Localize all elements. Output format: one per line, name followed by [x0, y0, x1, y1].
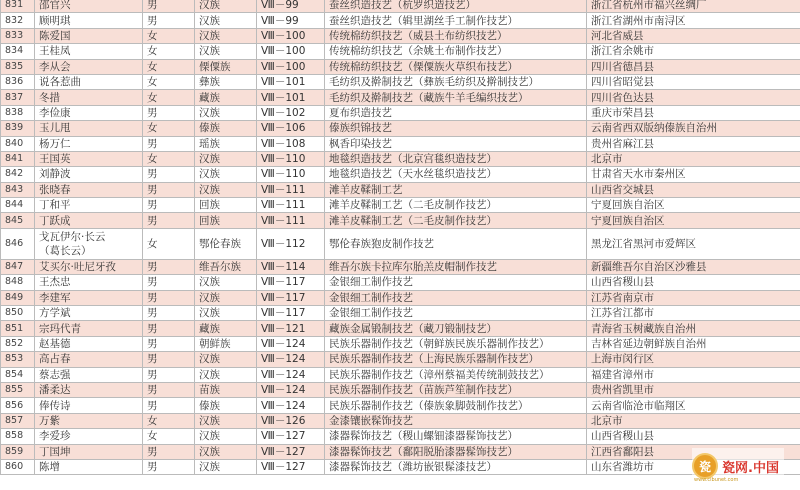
cell-name: 俸传诗	[35, 398, 143, 413]
cell-project: 传统棉纺织技艺（余姚土布制作技艺）	[325, 44, 587, 59]
cell-category: Ⅷ－101	[257, 90, 325, 105]
cell-number: 837	[1, 90, 35, 105]
cell-ethnicity: 汉族	[195, 167, 257, 182]
cell-project: 地毯织造技艺（北京宫毯织造技艺）	[325, 151, 587, 166]
cell-sex: 男	[143, 352, 195, 367]
cell-region: 宁夏回族自治区	[587, 213, 800, 228]
cell-name: 李建军	[35, 290, 143, 305]
cell-number: 845	[1, 213, 35, 228]
cell-project: 傣族织锦技艺	[325, 121, 587, 136]
cell-category: Ⅷ－111	[257, 182, 325, 197]
cell-region: 山东省潍坊市	[587, 459, 800, 474]
cell-sex: 女	[143, 228, 195, 259]
cell-sex: 女	[143, 44, 195, 59]
cell-name: 顾明琪	[35, 13, 143, 28]
cell-ethnicity: 维吾尔族	[195, 259, 257, 274]
cell-ethnicity: 汉族	[195, 275, 257, 290]
table-row	[1, 413, 800, 428]
cell-ethnicity: 汉族	[195, 413, 257, 428]
cell-name: 李俭康	[35, 105, 143, 120]
cell-region: 云南省西双版纳傣族自治州	[587, 121, 800, 136]
cell-category: Ⅷ－126	[257, 413, 325, 428]
cell-number: 858	[1, 429, 35, 444]
cell-region: 山西省稷山县	[587, 275, 800, 290]
table-row	[1, 28, 800, 43]
cell-category: Ⅷ－110	[257, 151, 325, 166]
cell-sex: 男	[143, 259, 195, 274]
cell-region: 甘肃省天水市秦州区	[587, 167, 800, 182]
cell-name: 高占春	[35, 352, 143, 367]
cell-sex: 男	[143, 459, 195, 474]
cell-number: 847	[1, 259, 35, 274]
cell-sex: 女	[143, 74, 195, 89]
cell-sex: 男	[143, 367, 195, 382]
cell-number: 839	[1, 121, 35, 136]
cell-project: 滩羊皮鞣制工艺	[325, 182, 587, 197]
cell-name: 丁国坤	[35, 444, 143, 459]
cell-project: 金漆镶嵌髹饰技艺	[325, 413, 587, 428]
cell-region: 江西省鄱阳县	[587, 444, 800, 459]
cell-category: Ⅷ－114	[257, 259, 325, 274]
cell-name: 方学斌	[35, 306, 143, 321]
cell-ethnicity: 汉族	[195, 13, 257, 28]
table-row	[1, 213, 800, 228]
cell-region: 福建省漳州市	[587, 367, 800, 382]
table-row	[1, 44, 800, 59]
cell-sex: 男	[143, 306, 195, 321]
cell-region: 新疆维吾尔自治区沙雅县	[587, 259, 800, 274]
cell-project: 夏布织造技艺	[325, 105, 587, 120]
cell-sex: 男	[143, 336, 195, 351]
cell-sex: 男	[143, 182, 195, 197]
cell-ethnicity: 汉族	[195, 429, 257, 444]
table-row	[1, 444, 800, 459]
cell-number: 831	[1, 0, 35, 13]
cell-region: 四川省色达县	[587, 90, 800, 105]
cell-name: 丁和平	[35, 198, 143, 213]
cell-ethnicity: 藏族	[195, 90, 257, 105]
cell-category: Ⅷ－124	[257, 367, 325, 382]
table-row	[1, 275, 800, 290]
cell-sex: 女	[143, 121, 195, 136]
cell-project: 金银细工制作技艺	[325, 306, 587, 321]
table-row	[1, 352, 800, 367]
table-row	[1, 336, 800, 351]
cell-number: 844	[1, 198, 35, 213]
cell-ethnicity: 朝鲜族	[195, 336, 257, 351]
cell-region: 上海市闵行区	[587, 352, 800, 367]
cell-project: 传统棉纺织技艺（威县土布纺织技艺）	[325, 28, 587, 43]
cell-sex: 男	[143, 321, 195, 336]
cell-category: Ⅷ－117	[257, 306, 325, 321]
cell-region: 四川省昭觉县	[587, 74, 800, 89]
cell-project: 民族乐器制作技艺（朝鲜族民族乐器制作技艺）	[325, 336, 587, 351]
cell-category: Ⅷ－124	[257, 336, 325, 351]
cell-project: 藏族金属锻制技艺（藏刀锻制技艺）	[325, 321, 587, 336]
cell-region: 山西省交城县	[587, 182, 800, 197]
cell-ethnicity: 汉族	[195, 352, 257, 367]
cell-project: 地毯织造技艺（天水丝毯织造技艺）	[325, 167, 587, 182]
cell-name-line1: 戈瓦伊尔·长云	[39, 230, 106, 243]
cell-project: 传统棉纺织技艺（傈僳族火草织布技艺）	[325, 59, 587, 74]
cell-name: 宗玛代青	[35, 321, 143, 336]
cell-region: 云南省临沧市临翔区	[587, 398, 800, 413]
cell-category: Ⅷ－117	[257, 290, 325, 305]
cell-name: 赵基德	[35, 336, 143, 351]
cell-name: 王国英	[35, 151, 143, 166]
cell-category: Ⅷ－100	[257, 44, 325, 59]
cell-project: 鄂伦春族狍皮制作技艺	[325, 228, 587, 259]
cell-sex: 男	[143, 290, 195, 305]
cell-category: Ⅷ－99	[257, 0, 325, 13]
cell-project: 漆器髹饰技艺（稷山螺钿漆器髹饰技艺）	[325, 429, 587, 444]
cell-number: 846	[1, 228, 35, 259]
cell-category: Ⅷ－124	[257, 352, 325, 367]
cell-name: 万紫	[35, 413, 143, 428]
cell-category: Ⅷ－127	[257, 459, 325, 474]
cell-ethnicity: 回族	[195, 198, 257, 213]
cell-ethnicity: 汉族	[195, 306, 257, 321]
cell-name: 邵官兴	[35, 0, 143, 13]
cell-ethnicity: 汉族	[195, 44, 257, 59]
cell-number: 851	[1, 321, 35, 336]
cell-sex: 男	[143, 198, 195, 213]
cell-ethnicity: 藏族	[195, 321, 257, 336]
cell-name: 陈增	[35, 459, 143, 474]
cell-region: 山西省稷山县	[587, 429, 800, 444]
cell-sex: 男	[143, 398, 195, 413]
cell-number: 850	[1, 306, 35, 321]
cell-category: Ⅷ－121	[257, 321, 325, 336]
watermark-logo	[692, 448, 784, 484]
cell-region: 四川省德昌县	[587, 59, 800, 74]
cell-name: 刘静波	[35, 167, 143, 182]
cell-project: 滩羊皮鞣制工艺（二毛皮制作技艺）	[325, 213, 587, 228]
cell-project: 民族乐器制作技艺（傣族象脚鼓制作技艺）	[325, 398, 587, 413]
cell-sex: 女	[143, 28, 195, 43]
cell-region: 河北省威县	[587, 28, 800, 43]
cell-sex: 男	[143, 213, 195, 228]
table-row	[1, 306, 800, 321]
cell-sex: 男	[143, 444, 195, 459]
cell-project: 民族乐器制作技艺（上海民族乐器制作技艺）	[325, 352, 587, 367]
table-row	[1, 459, 800, 474]
cell-project: 维吾尔族卡拉库尔胎羔皮帽制作技艺	[325, 259, 587, 274]
cell-name: 张晓春	[35, 182, 143, 197]
watermark-logo-glyph: 瓷	[698, 459, 711, 474]
cell-name: 说各惹曲	[35, 74, 143, 89]
cell-project: 蚕丝织造技艺（杭罗织造技艺）	[325, 0, 587, 13]
cell-category: Ⅷ－124	[257, 382, 325, 397]
cell-name: 玉儿甩	[35, 121, 143, 136]
table-row	[1, 136, 800, 151]
cell-number: 836	[1, 74, 35, 89]
cell-number: 832	[1, 13, 35, 28]
cell-sex: 女	[143, 59, 195, 74]
cell-name: 陈爱国	[35, 28, 143, 43]
cell-category: Ⅷ－117	[257, 275, 325, 290]
cell-project: 漆器髹饰技艺（鄱阳脱胎漆器髹饰技艺）	[325, 444, 587, 459]
cell-number: 849	[1, 290, 35, 305]
table-row	[1, 59, 800, 74]
cell-category: Ⅷ－99	[257, 13, 325, 28]
cell-region: 贵州省麻江县	[587, 136, 800, 151]
table-row	[1, 367, 800, 382]
table-row	[1, 0, 800, 13]
cell-region: 重庆市荣昌县	[587, 105, 800, 120]
cell-number: 838	[1, 105, 35, 120]
table-row	[1, 121, 800, 136]
cell-number: 853	[1, 352, 35, 367]
cell-ethnicity: 汉族	[195, 0, 257, 13]
table-row	[1, 167, 800, 182]
cell-region: 北京市	[587, 151, 800, 166]
cell-name: 李爱珍	[35, 429, 143, 444]
cell-sex: 男	[143, 105, 195, 120]
cell-ethnicity: 傈僳族	[195, 59, 257, 74]
cell-region: 吉林省延边朝鲜族自治州	[587, 336, 800, 351]
cell-number: 856	[1, 398, 35, 413]
table-row	[1, 228, 800, 259]
cell-ethnicity: 苗族	[195, 382, 257, 397]
table-row	[1, 151, 800, 166]
cell-name: 王杰忠	[35, 275, 143, 290]
cell-sex: 男	[143, 275, 195, 290]
cell-category: Ⅷ－108	[257, 136, 325, 151]
cell-name: 王桂凤	[35, 44, 143, 59]
cell-number: 842	[1, 167, 35, 182]
cell-sex: 女	[143, 429, 195, 444]
cell-region: 青海省玉树藏族自治州	[587, 321, 800, 336]
table-row	[1, 105, 800, 120]
cell-project: 金银细工制作技艺	[325, 290, 587, 305]
cell-project: 毛纺织及擀制技艺（藏族牛羊毛编织技艺）	[325, 90, 587, 105]
cell-number: 833	[1, 28, 35, 43]
table-row	[1, 259, 800, 274]
cell-number: 855	[1, 382, 35, 397]
cell-category: Ⅷ－106	[257, 121, 325, 136]
cell-project: 漆器髹饰技艺（潍坊嵌银髹漆技艺）	[325, 459, 587, 474]
cell-number: 852	[1, 336, 35, 351]
cell-ethnicity: 傣族	[195, 398, 257, 413]
cell-name: 李从会	[35, 59, 143, 74]
cell-region: 宁夏回族自治区	[587, 198, 800, 213]
porcelain-logo-icon	[692, 453, 718, 479]
cell-ethnicity: 汉族	[195, 290, 257, 305]
table-row	[1, 13, 800, 28]
cell-ethnicity: 汉族	[195, 367, 257, 382]
cell-ethnicity: 回族	[195, 213, 257, 228]
cell-project: 枫香印染技艺	[325, 136, 587, 151]
cell-project: 毛纺织及擀制技艺（彝族毛纺织及擀制技艺）	[325, 74, 587, 89]
table-row	[1, 382, 800, 397]
cell-name	[35, 228, 143, 259]
cell-number: 854	[1, 367, 35, 382]
cell-category: Ⅷ－101	[257, 74, 325, 89]
cell-project: 金银细工制作技艺	[325, 275, 587, 290]
cell-category: Ⅷ－100	[257, 28, 325, 43]
watermark-text: 瓷网.中国	[722, 460, 779, 476]
table-row	[1, 290, 800, 305]
cell-sex: 女	[143, 413, 195, 428]
table-row	[1, 321, 800, 336]
cell-ethnicity: 鄂伦春族	[195, 228, 257, 259]
cell-region: 浙江省湖州市南浔区	[587, 13, 800, 28]
cell-number: 859	[1, 444, 35, 459]
table-row	[1, 429, 800, 444]
cell-sex: 男	[143, 136, 195, 151]
cell-category: Ⅷ－111	[257, 213, 325, 228]
cell-sex: 男	[143, 382, 195, 397]
cell-number: 835	[1, 59, 35, 74]
cell-name-line2: （葛长云）	[39, 244, 92, 257]
cell-category: Ⅷ－127	[257, 429, 325, 444]
cell-name: 冬措	[35, 90, 143, 105]
cell-sex: 男	[143, 167, 195, 182]
cell-region: 黑龙江省黑河市爱辉区	[587, 228, 800, 259]
cell-ethnicity: 汉族	[195, 105, 257, 120]
cell-name: 丁跃成	[35, 213, 143, 228]
table-row	[1, 198, 800, 213]
cell-category: Ⅷ－124	[257, 398, 325, 413]
cell-category: Ⅷ－100	[257, 59, 325, 74]
cell-region: 江苏省南京市	[587, 290, 800, 305]
cell-ethnicity: 瑶族	[195, 136, 257, 151]
cell-name: 潘柔达	[35, 382, 143, 397]
cell-ethnicity: 汉族	[195, 182, 257, 197]
cell-category: Ⅷ－111	[257, 198, 325, 213]
cell-name: 蔡志强	[35, 367, 143, 382]
cell-project: 民族乐器制作技艺（漳州蔡福美传统制鼓技艺）	[325, 367, 587, 382]
table-row	[1, 90, 800, 105]
cell-name: 杨万仁	[35, 136, 143, 151]
cell-project: 滩羊皮鞣制工艺（二毛皮制作技艺）	[325, 198, 587, 213]
cell-sex: 女	[143, 90, 195, 105]
cell-sex: 男	[143, 13, 195, 28]
cell-category: Ⅷ－127	[257, 444, 325, 459]
cell-region: 浙江省杭州市福兴丝绸厂	[587, 0, 800, 13]
watermark-subtext: www.cibunet.com	[694, 477, 739, 483]
table-row	[1, 74, 800, 89]
cell-region: 江苏省江都市	[587, 306, 800, 321]
cell-ethnicity: 汉族	[195, 459, 257, 474]
cell-ethnicity: 汉族	[195, 151, 257, 166]
cell-number: 840	[1, 136, 35, 151]
cell-category: Ⅷ－112	[257, 228, 325, 259]
cell-project: 蚕丝织造技艺（辑里湖丝手工制作技艺）	[325, 13, 587, 28]
cell-number: 841	[1, 151, 35, 166]
cell-number: 857	[1, 413, 35, 428]
cell-name: 艾买尔·吐尼牙孜	[35, 259, 143, 274]
cell-number: 860	[1, 459, 35, 474]
cell-sex: 男	[143, 0, 195, 13]
table-row	[1, 398, 800, 413]
cell-category: Ⅷ－110	[257, 167, 325, 182]
cell-sex: 女	[143, 151, 195, 166]
cell-region: 浙江省余姚市	[587, 44, 800, 59]
cell-ethnicity: 彝族	[195, 74, 257, 89]
cell-region: 北京市	[587, 413, 800, 428]
cell-project: 民族乐器制作技艺（苗族芦笙制作技艺）	[325, 382, 587, 397]
cell-ethnicity: 汉族	[195, 444, 257, 459]
cell-region: 贵州省凯里市	[587, 382, 800, 397]
cell-ethnicity: 汉族	[195, 28, 257, 43]
table-body	[1, 0, 800, 475]
cell-category: Ⅷ－102	[257, 105, 325, 120]
cell-number: 848	[1, 275, 35, 290]
cell-ethnicity: 傣族	[195, 121, 257, 136]
cell-number: 834	[1, 44, 35, 59]
cell-number: 843	[1, 182, 35, 197]
table-row	[1, 182, 800, 197]
